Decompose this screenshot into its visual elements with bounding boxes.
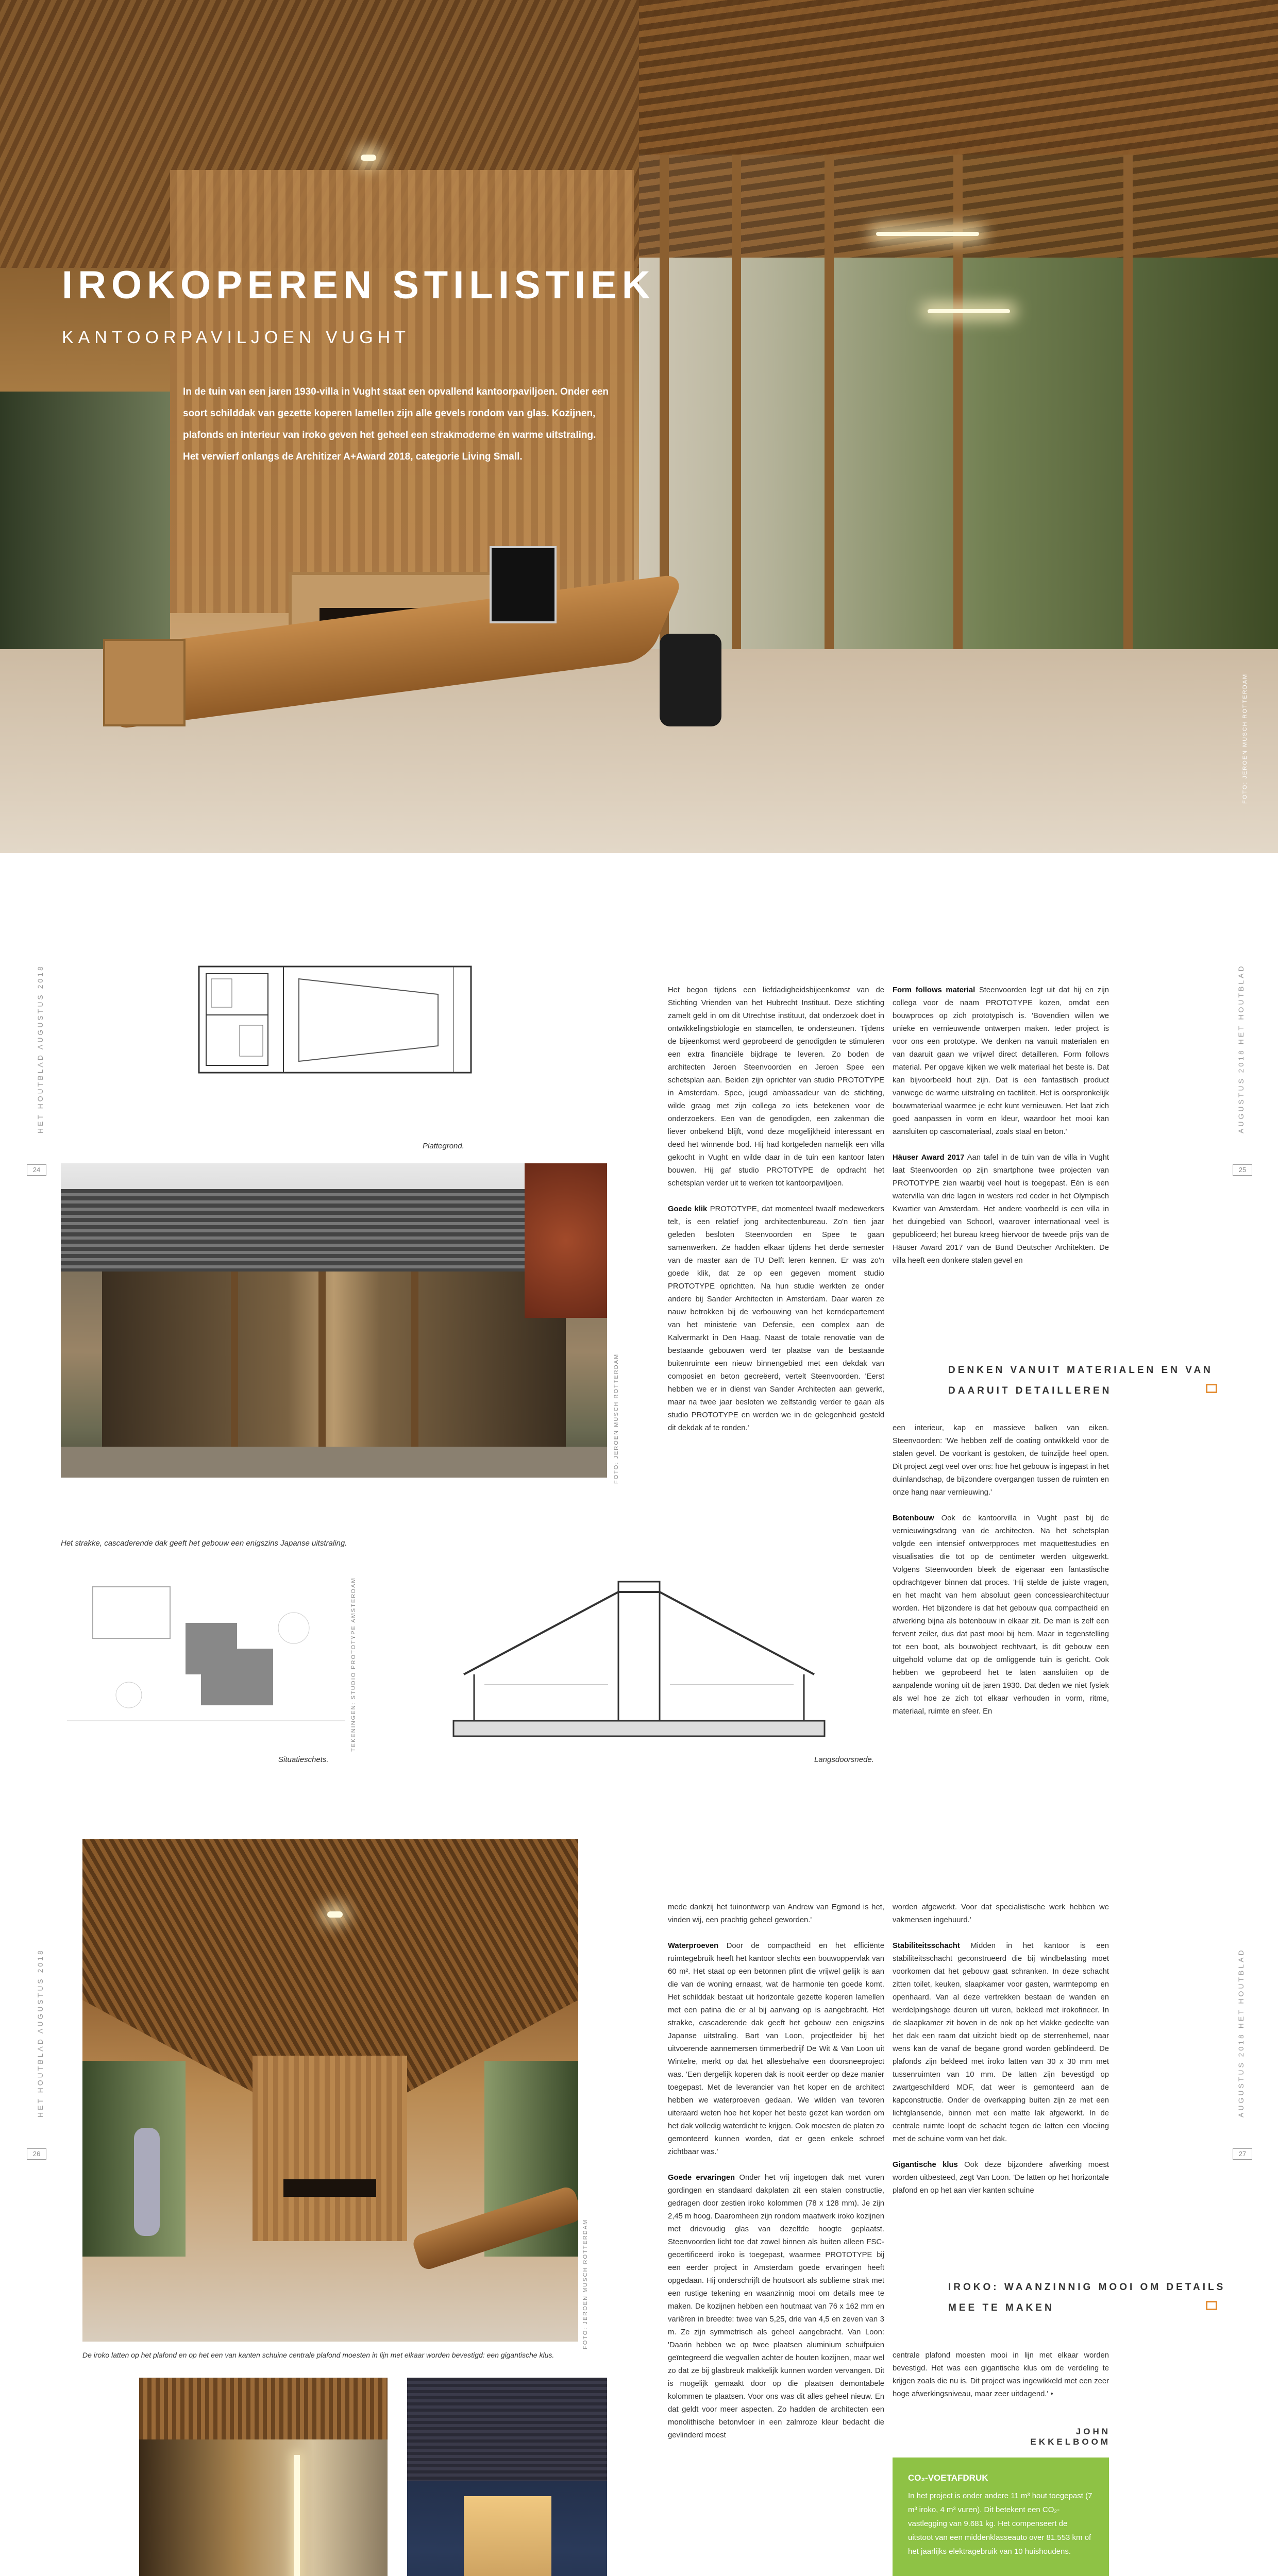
ceiling-light — [876, 232, 979, 236]
paragraph: Waterproeven Door de compactheid en het efficiënte ruimtegebruik heeft het kantoor slechts een bouwoppervlak van 60 m². Het staat op een betonnen plint die vrijwel gelijk is aan die van de woning ernaast, wat de harmonie ten goede komt. Het schilddak bestaat uit horizontale gezette koperen lamellen met een patina die er al bij aanvang op is aangebracht. Het strakke, cascaderende dak geeft het gebouw een enigszins Japanse uitstraling. Bart van Loon, projectleider bij het uitvoerende aannemersen timmerbedrijf De Wit & Van Loon uit Wintelre, merkt op dat het allesbehalve een doorsneeproject was. 'Een dergelijk koperen dak is nooit eerder op deze manier toegepast. Met de leverancier van het koper en de architect hebben we waterproeven gedaan. We wilden van tevoren uiteraard weten hoe het koper het beste gezet kan worden om het dak volledig waterdicht te krijgen. Ook moesten de platen zo gemonteerd kunnen worden, dat er geen enkele schroef zichtbaar was.' — [668, 1942, 884, 2156]
paragraph: Het begon tijdens een liefdadigheidsbijeenkomst van de Stichting Vrienden van het Hubrecht Instituut. Deze stichting zamelt geld in om dit Utrechtse instituut, dat onderzoek doet in ontwikkelingsbiologie en stamcellen, te ondersteunen. Tijdens de bijeenkomst werd geprobeerd de genodigden te stimuleren een extra financiële bijdrage te leveren. Zo boden de architecten Jeroen Steenvoorden en Jeroen Spee een schetsplan aan. Beiden zijn oprichter van studio PROTOTYPE in Amsterdam. Spee, jeugd ambassadeur van de stichting, wilde graag met zijn collega zo iets betekenen voor de onderzoekers. Een van de genodigden, een zakenman die liever onbekend blijft, vond deze mogelijkheid interessant en deed het winnende bod. Hij had kortgeleden namelijk een villa gekocht in Vught en wilde daar in de tuin een kantoor laten bouwen. Hij gaf studio PROTOTYPE de opdracht het schetsplan verder uit te werken tot kantoorpaviljoen. — [668, 986, 884, 1188]
side-label-left: HET HOUTBLAD AUGUSTUS 2018 — [36, 964, 44, 1133]
ceiling-light — [361, 155, 376, 161]
section-heading: Goede klik — [668, 1205, 708, 1213]
text-column-2b — [893, 1422, 1109, 1731]
paragraph: Goede klik PROTOTYPE, dat momenteel twaalf medewerkers telt, is een relatief jong architectenbureau. Zo'n tien jaar geleden besloten Steenvoorden en Spee te gaan samenwerken. Ze hadden elkaar tijdens het derde semester van de master aan de TU Delft leren kennen. Er was zo'n goede klik, dat ze op een gegeven moment studio PROTOTYPE oprichtten. Na hun studie werkten ze onder andere bij Sander Architecten in Amsterdam. Daar waren ze nauw betrokken bij de verbouwing van het kerndepartement van het ministerie van Defensie, een complex aan de Kalvermarkt in Den Haag. Naast de totale renovatie van de bestaande gebouwen werd ter plaatse van de bestaande buitenruimte een nieuw binnengebied met een dekdak van composiet en beton gecreëerd, vertelt Steenvoorden. 'Eerst hebben we er in dienst van Sander Architecten aan gewerkt, maar na twee jaar besloten we zelfstandig verder te gaan als studio PROTOTYPE en werden we in de gelegenheid gesteld dit dekdak af te ronden.' — [668, 1205, 884, 1432]
section-heading: Stabiliteitsschacht — [893, 1942, 960, 1950]
site-sketch-drawing — [67, 1577, 345, 1731]
article-intro: In de tuin van een jaren 1930-villa in Vught staat een opvallend kantoorpaviljoen. Onder een soort schilddak van gezette koperen lamellen zijn alle gevels rondom van glas. Kozijnen, plafonds en interieur van iroko geven het geheel een strakmoderne én warme uitstraling. Het verwierf onlangs de Architizer A+Award 2018, categorie Living Small. — [183, 386, 609, 462]
paragraph: centrale plafond moesten mooi in lijn met elkaar worden bevestigd. Het was een gigantische klus om de verdeling te krijgen zoals die nu is. Dit project was ingewikkeld met een zeer hoge afwerkingsniveau, maar zeer uitdagend.' • — [893, 2351, 1109, 2398]
end-mark: • — [1050, 2390, 1053, 2398]
paragraph: Botenbouw Ook de kantoorvilla in Vught past bij de vernieuwingsdrang van de architecten. Na het schetsplan volgde een intensief ontwerpproces met maquettestudies en visualisaties die tot op de centimeter werden uitgewerkt. Volgens Steenvoorden bleek de eigenaar een fantastische opdrachtgever binnen dat proces. 'Hij stelde de juiste vragen, en het macht van hem absoluut geen concessiearchitectuur worden. Het bijzondere is dat het gebouw qua compactheid en afwerking bijna als botenbouw in elkaar zit. De man is zelf een fervent zeiler, dus dat past mooi bij hem. Maar in tegenstelling tot een boot, als bouwobject rechtvaart, is dit gebouw een uitgehold volume dat op de omliggende tuin is gericht. Ook hebben we geprobeerd het te laten aansluiten op de aanpalende woning uit de jaren 1930. Dat deden we niet fysiek als wel hoe ze zich tot elkaar verhouden in vorm, ritme, materiaal, ruimte en sfeer. En — [893, 1514, 1109, 1716]
page-number-left: 24 — [27, 1164, 46, 1176]
caption-plattegrond: Plattegrond. — [423, 1142, 464, 1150]
pull-quote-1: DENKEN VANUIT MATERIALEN EN VAN DAARUIT DETAILLEREN — [948, 1365, 1213, 1396]
photo-credit: FOTO: JEROEN MUSCH ROTTERDAM — [613, 1353, 619, 1484]
led-strip — [294, 2455, 300, 2576]
ceiling-light — [928, 309, 1010, 313]
section-drawing — [443, 1571, 835, 1757]
fireplace-opening — [283, 2179, 376, 2197]
hero-window-left — [0, 392, 170, 680]
side-label-right: AUGUSTUS 2018 HET HOUTBLAD — [1237, 964, 1245, 1133]
office-chair — [660, 634, 721, 726]
section-heading: Häuser Award 2017 — [893, 1154, 965, 1162]
lit-room-interior — [464, 2496, 551, 2576]
caption-interior-photo: De iroko latten op het plafond en op het een van kanten schuine centrale plafond moesten in lijn met elkaar worden bevestigd: een gigantische klus. — [82, 2351, 554, 2359]
co2-box-text: In het project is onder andere 11 m³ hout toegepast (7 m³ iroko, 4 m³ vuren). Dit betekent een CO₂-vastlegging van 9.681 kg. Het compenseert de uitstoot van een middenklasseauto over 81.553 km of het jaarlijks elektragebruik van 10 huishoudens. — [908, 2492, 1092, 2556]
photo-credit: FOTO: JEROEN MUSCH ROTTERDAM — [1242, 673, 1248, 804]
article-subtitle: KANTOORPAVILJOEN VUGHT — [62, 328, 410, 347]
page-number-right: 25 — [1233, 1164, 1252, 1176]
tree-foliage — [525, 1163, 607, 1318]
floor-plan-drawing — [196, 963, 474, 1077]
side-label-left: HET HOUTBLAD AUGUSTUS 2018 — [36, 1948, 44, 2117]
drawing-credit: TEKENINGEN: STUDIO PROTOTYPE AMSTERDAM — [350, 1577, 357, 1752]
section-heading: Botenbouw — [893, 1514, 934, 1522]
guestroom-photo — [407, 2378, 607, 2576]
section-heading: Gigantische klus — [893, 2161, 958, 2169]
section-heading: Form follows material — [893, 986, 976, 994]
paragraph: Goede ervaringen Onder het vrij ingetogen dak met vuren gordingen en standaard dakplaten zit een stalen constructie, gedragen door zestien iroko kolommen (78 x 128 mm). Je zijn 2,45 m hoog. Daaromheen zijn rondom maatwerk iroko kozijnen met drievoudig glas van dezelfde hoogte geplaatst. Steenvoorden licht toe dat zowel binnen als buiten alleen FSC-gecertificeerd iroko is toegepast, waarmee PROTOTYPE bij een eerder project in Amsterdam goede ervaringen heeft opgedaan. Hij onderschrijft de houtsoort als sublieme strak met een rustige tekening en waanzinnig mooi om details mee te maken. De kozijnen hebben een houtmaat van 76 x 162 mm en variëren in breedte: twee van 5,25, drie van 4,5 en zeven van 3 m. Ze zijn symmetrisch als geheel aangebracht. Van Loon: 'Daarin hebben we op twee plaatsen aluminium schuifpuien geïntegreerd die wegvallen achter de houten kozijnen, maar wel zo dat ze bij glasbreuk makkelijk kunnen worden vervangen. Dit is mogelijk gemaakt door op die plaatsen demontabele kolommen te plaatsen. Voor ons was dit alles geheel nieuw. En dat geldt voor meer aspecten. Zo hadden de architecten een monolithische betonvloer in een zalmroze kleur bedacht die gevlinderd moest — [668, 2174, 884, 2439]
photo-credit: FOTO: JEROEN MUSCH ROTTERDAM — [582, 2218, 588, 2349]
wooden-stool — [103, 639, 186, 726]
text-column-3 — [668, 1901, 884, 2455]
text-column-4b — [893, 2349, 1109, 2406]
paragraph: Stabiliteitsschacht Midden in het kantoor is een stabiliteitsschacht geconstrueerd die bij windbelasting moet voorkomen dat het gebouw gaat schranken. In deze schacht zitten toilet, keuken, slaapkamer voor gasten, warmtepomp en openhaard. Van al deze vertrekken bestaan de wanden en werdelpingshoge deuren uit vuren, bekleed met irokofineer. In de slaapkamer zit boven in de nok op het vlakke gedeelte van het dak een raam dat uitzicht biedt op de sterrenhemel, naar wens kan de vanaf de begane grond worden geblindeerd. De plafonds zijn bekleed met iroko latten van 30 x 30 mm met tussenruimten van 10 mm. De latten zijn bevestigd op zwartgeschilderd MDF, dat weer is gemonteerd aan de kapconstructie. Onder de overkapping buiten zijn ze met een lichtglansende, binnen met een matte lak afgewerkt. In de centrale ruimte loopt de schacht tegen de latten een vloeiing met de schuine vorm van het dak. — [893, 1942, 1109, 2143]
monitor — [490, 546, 557, 623]
paragraph: Häuser Award 2017 Aan tafel in de tuin van de villa in Vught laat Steenvoorden op zijn smartphone twee projecten van PROTOTYPE zien waarbij veel hout is toegepast. Eén is een watervilla van drie lagen in westers red ceder in het Olympisch Kwartier van Amsterdam. Het andere voorbeeld is een villa in het duingebied van Schoorl, waarover internationaal veel is gepubliceerd; het bureau kreeg hiervoor de tweede prijs van de Häuser Award 2017 van de Bund Deutscher Architekten. De villa heeft een donkere stalen gevel en — [893, 1154, 1109, 1265]
paragraph: Gigantische klus Ook deze bijzondere afwerking moest worden uitbesteed, zegt Van Loon. 'De latten op het horizontale plafond en op het aan vier kanten schuine — [893, 2161, 1109, 2195]
wood-wall — [253, 2056, 407, 2241]
paragraph: worden afgewerkt. Voor dat specialistische werk hebben we vakmensen ingehuurd.' — [893, 1903, 1109, 1924]
person-figure — [134, 2128, 160, 2236]
interior-photo — [82, 1839, 578, 2342]
section-heading: Goede ervaringen — [668, 2174, 735, 2182]
page-number-right: 27 — [1233, 2148, 1252, 2160]
hero-photo — [0, 0, 1278, 853]
paragraph: een interieur, kap en massieve balken van eiken. Steenvoorden: 'We hebben zelf de coating ontwikkeld voor de stalen gevel. De voorkant is gestoken, de tuinzijde heel open. Dit project zegt veel over ons: hoe het gebouw is ingepast in het duinlandschap, de bijzondere overgangen tussen de ruimten en onze hang naar vernieuwing.' — [893, 1424, 1109, 1497]
pull-quote-icon — [1206, 2301, 1217, 2310]
pull-quote-2: IROKO: WAANZINNIG MOOI OM DETAILS MEE TE MAKEN — [948, 2282, 1226, 2313]
caption-langsdoorsnede: Langsdoorsnede. — [814, 1755, 874, 1764]
text-column-4 — [893, 1901, 1109, 2210]
text-column-1 — [668, 984, 884, 1448]
article-title: IROKOPEREN STILISTIEK — [62, 263, 655, 307]
caption-exterior-photo: Het strakke, cascaderende dak geeft het gebouw een enigszins Japanse uitstraling. — [61, 1539, 347, 1548]
paragraph: Form follows material Steenvoorden legt uit dat hij en zijn collega voor de naam PROTOTYPE kozen, omdat een bouwproces op zich prototypisch is. 'Bovendien willen we unieke en vernieuwende ontwerpen maken. Ieder project is voor ons een prototype. We denken na vanuit materialen en van daaruit gaan we vrijwel direct detailleren. Form follows material. Per opgave kijken we welk materiaal het beste is. Dat kan bijvoorbeeld hout zijn. Dat is een fantastisch product vanwege de warme uitstraling en tactiliteit. Het is oorspronkelijk bouwmateriaal waarmee je echt kunt vernieuwen. Het laat zich goed aanpassen in vorm en kleur, waardoor het mooi kan aansluiten op cascomateriaal, zoals staal en beton.' — [893, 986, 1109, 1136]
text-column-2 — [893, 984, 1109, 1280]
section-heading: Waterproeven — [668, 1942, 719, 1950]
co2-box-title: CO₂-VOETAFDRUK — [908, 2473, 988, 2483]
pull-quote-icon — [1206, 1384, 1217, 1393]
glass-facade — [102, 1272, 566, 1447]
exterior-photo — [61, 1163, 607, 1478]
kitchen-photo — [139, 2378, 388, 2576]
page-number-left: 26 — [27, 2148, 46, 2160]
paragraph: mede dankzij het tuinontwerp van Andrew van Egmond is het, vinden wij, een prachtig geheel geworden.' — [668, 1903, 884, 1924]
co2-footprint-box — [893, 2458, 1109, 2576]
caption-situatie: Situatieschets. — [278, 1755, 329, 1764]
side-label-right: AUGUSTUS 2018 HET HOUTBLAD — [1237, 1948, 1245, 2117]
ceiling-light — [327, 1911, 343, 1918]
author-name: JOHN EKKELBOOM — [1030, 2427, 1111, 2447]
